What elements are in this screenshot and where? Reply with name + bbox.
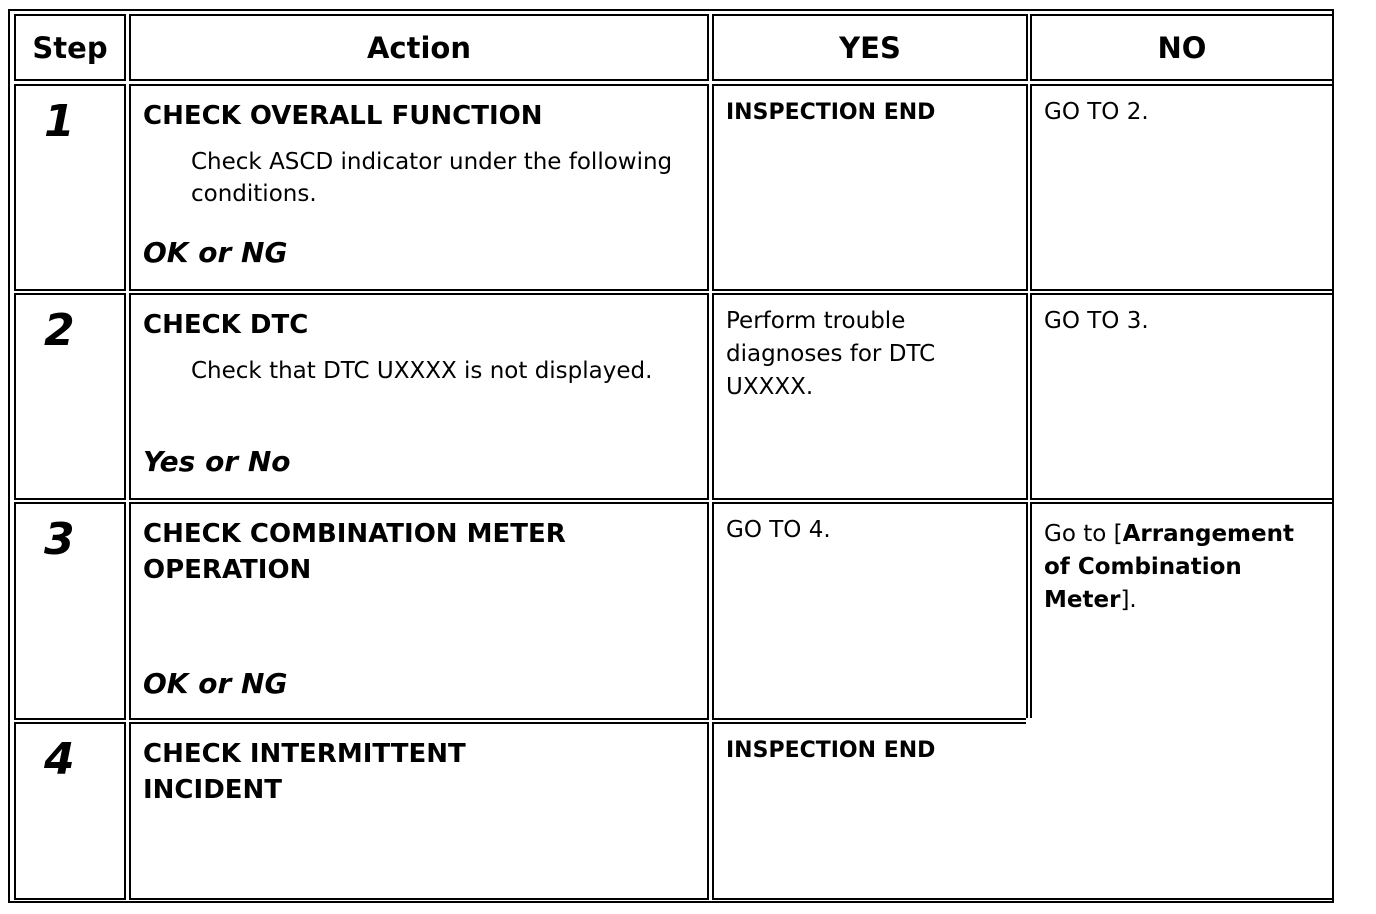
row-3-action-cell bbox=[129, 502, 709, 720]
header-no-label: NO bbox=[1157, 30, 1207, 65]
no-text-suffix: ]. bbox=[1120, 587, 1137, 613]
yes-text: INSPECTION END bbox=[726, 100, 936, 125]
row-3-step-cell bbox=[14, 502, 126, 720]
no-text-prefix: Go to [ bbox=[1044, 521, 1123, 547]
step-title: CHECK COMBINATION METER OPERATION bbox=[143, 519, 566, 585]
header-action-label: Action bbox=[366, 30, 471, 65]
row-4-no-cell bbox=[1026, 718, 1334, 900]
step-number: 1 bbox=[44, 96, 75, 147]
step-title: CHECK OVERALL FUNCTION bbox=[143, 101, 543, 131]
row-2-action-cell bbox=[129, 293, 709, 500]
header-action bbox=[129, 14, 709, 81]
row-2-no-cell bbox=[1030, 293, 1334, 500]
row-4-action-cell bbox=[129, 722, 709, 900]
result-prompt: OK or NG bbox=[143, 236, 288, 269]
result-prompt: Yes or No bbox=[143, 445, 291, 478]
result-prompt: OK or NG bbox=[143, 667, 288, 700]
step-description: Check ASCD indicator under the following conditions. bbox=[191, 149, 673, 207]
step-number: 2 bbox=[44, 305, 75, 356]
yes-text: INSPECTION END bbox=[726, 738, 936, 763]
step-number: 3 bbox=[44, 514, 75, 565]
row-1-no-cell bbox=[1030, 84, 1334, 291]
row-1-action-cell bbox=[129, 84, 709, 291]
row-1-yes-cell bbox=[712, 84, 1028, 291]
header-step bbox=[14, 14, 126, 81]
no-text bbox=[1032, 504, 1332, 617]
yes-text: Perform trouble diagnoses for DTC UXXXX. bbox=[726, 308, 936, 400]
row-4-step-cell bbox=[14, 722, 126, 900]
row-4-yes-cell bbox=[712, 722, 1028, 900]
row-2-step-cell bbox=[14, 293, 126, 500]
step-title: CHECK INTERMITTENT INCIDENT bbox=[143, 739, 466, 805]
row-2-yes-cell bbox=[712, 293, 1028, 500]
arrangement-link[interactable]: Arrangement of Combination Meter bbox=[1044, 521, 1294, 613]
header-yes-label: YES bbox=[839, 30, 901, 65]
row-3-no-cell bbox=[1030, 502, 1334, 720]
row-1-step-cell bbox=[14, 84, 126, 291]
no-text: GO TO 3. bbox=[1044, 308, 1149, 334]
row-3-yes-cell bbox=[712, 502, 1028, 720]
step-description: Check that DTC UXXXX is not displayed. bbox=[191, 358, 653, 384]
yes-text: GO TO 4. bbox=[726, 517, 831, 543]
header-step-label: Step bbox=[32, 30, 108, 65]
header-no bbox=[1030, 14, 1334, 81]
step-number: 4 bbox=[44, 734, 75, 785]
no-text: GO TO 2. bbox=[1044, 99, 1149, 125]
step-title: CHECK DTC bbox=[143, 310, 309, 340]
header-yes bbox=[712, 14, 1028, 81]
